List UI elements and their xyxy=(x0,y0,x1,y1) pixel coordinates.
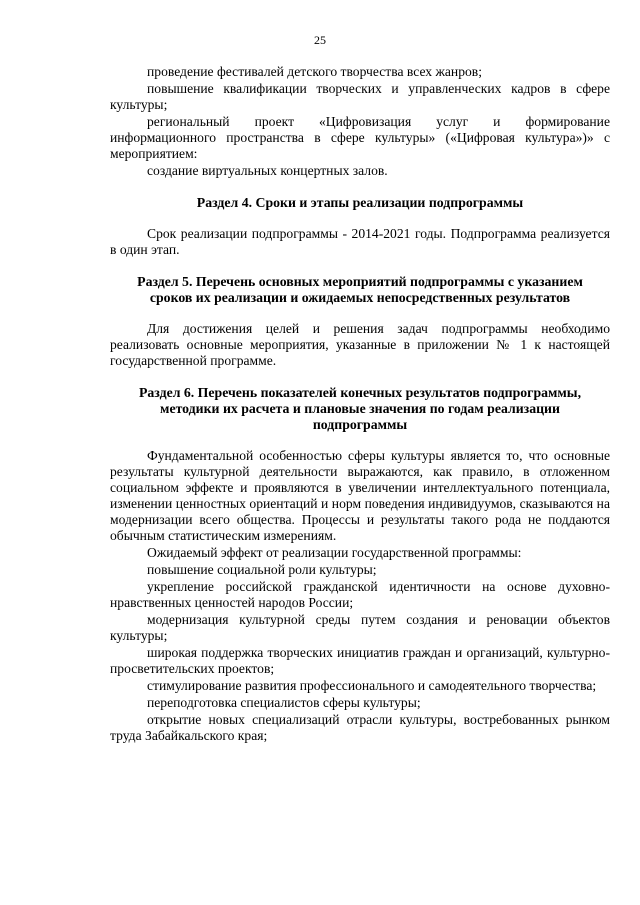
list-item: проведение фестивалей детского творчества всех жанров; xyxy=(147,64,482,79)
list-item: создание виртуальных концертных залов. xyxy=(147,163,388,178)
list-item: переподготовка специалистов сферы культуры; xyxy=(147,695,421,710)
list-item: широкая поддержка творческих инициатив граждан и организаций, культурно-просветительских проектов; xyxy=(110,645,610,676)
list-item: стимулирование развития профессионального и самодеятельного творчества; xyxy=(147,678,597,693)
heading-line: Раздел 6. Перечень показателей конечных результатов подпрограммы, xyxy=(138,385,582,400)
section-5-heading xyxy=(110,274,610,306)
paragraph: Фундаментальной особенностью сферы культуры является то, что основные результаты культурной деятельности выражаются, как правило, в отложенном социальном эффекте и проявляются в увеличении интеллектуального потенциала, изменении ценностных ориентаций и норм поведения индивидуумов, сказываются на модернизации всего общества. Процессы и результаты такого рода не поддаются обычным статистическим измерениям. xyxy=(110,448,610,543)
section-4-heading: Раздел 4. Сроки и этапы реализации подпрограммы xyxy=(196,195,524,210)
paragraph: Для достижения целей и решения задач подпрограммы необходимо реализовать основные мероприятия, указанные в приложении № 1 к настоящей государственной программе. xyxy=(110,321,610,368)
list-item: региональный проект «Цифровизация услуг и формирование информационного пространства в сфере культуры» («Цифровая культура»)» с мероприятием: xyxy=(110,114,610,161)
heading-line: Раздел 5. Перечень основных мероприятий подпрограммы с указанием xyxy=(137,274,583,289)
list-item: модернизация культурной среды путем создания и реновации объектов культуры; xyxy=(110,612,610,643)
list-item: повышение социальной роли культуры; xyxy=(147,562,377,577)
section-6-heading xyxy=(110,385,610,433)
list-item: открытие новых специализаций отрасли культуры, востребованных рынком труда Забайкальского края; xyxy=(110,712,610,743)
heading-line: методики их расчета и плановые значения по годам реализации xyxy=(160,401,560,416)
heading-line: сроков их реализации и ожидаемых непосредственных результатов xyxy=(149,290,571,305)
list-item: повышение квалификации творческих и управленческих кадров в сфере культуры; xyxy=(110,81,610,112)
paragraph: Срок реализации подпрограммы - 2014-2021 годы. Подпрограмма реализуется в один этап. xyxy=(110,226,610,257)
page-number: 25 xyxy=(314,33,326,47)
paragraph: Ожидаемый эффект от реализации государственной программы: xyxy=(147,545,522,560)
list-item: укрепление российской гражданской идентичности на основе духовно-нравственных ценностей народов России; xyxy=(110,579,610,610)
document-body xyxy=(110,64,610,745)
heading-line: подпрограммы xyxy=(312,417,408,432)
